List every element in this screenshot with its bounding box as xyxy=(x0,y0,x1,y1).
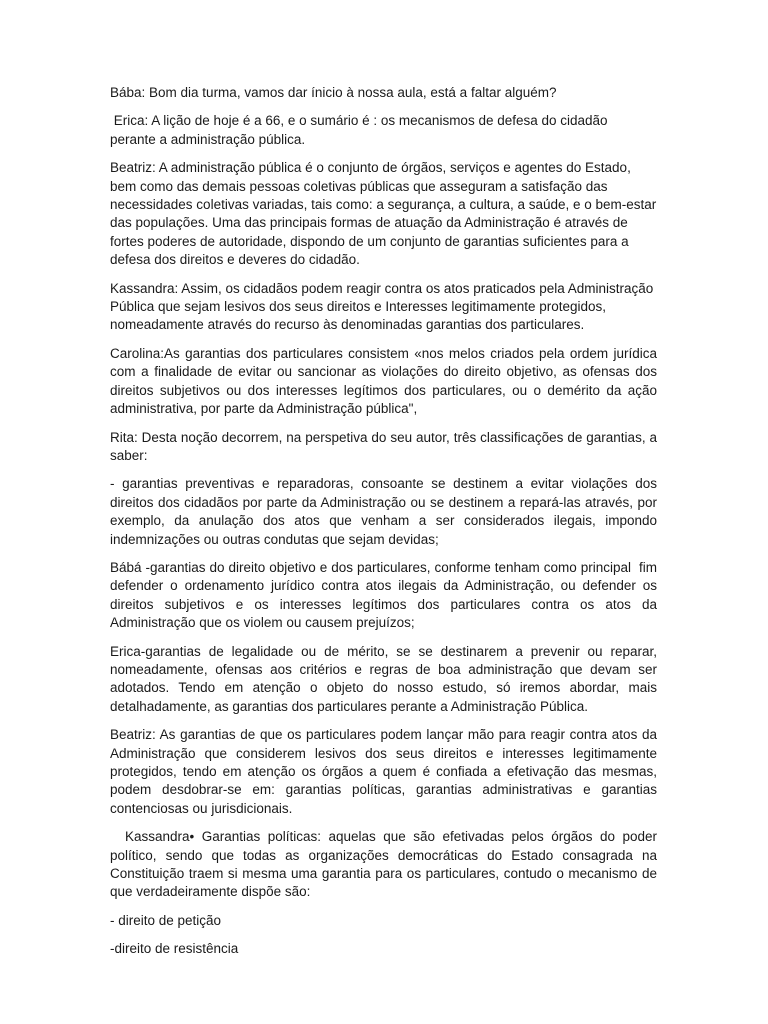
paragraph-baba-greeting: Bába: Bom dia turma, vamos dar ínicio à nossa aula, está a faltar alguém? xyxy=(110,85,557,100)
paragraph-kassandra-political-guarantees: Kassandra• Garantias políticas: aquelas que são efetivadas pelos órgãos do poder político, sendo que todas as organizações democráticas do Estado consagrada na Constituição traem si mesma uma garantia para os particulares, contudo o mecanismo de que verdadeiramente dispõe são: xyxy=(110,829,657,900)
paragraph-beatriz-guarantee-types: Beatriz: As garantias de que os particulares podem lançar mão para reagir contra atos da Administração que considerem lesivos dos seus direitos e interesses legitimamente protegidos, tendo em atenção os órgãos a quem é confiada a efetivação das mesmas, podem desdobrar-se em: garantias políticas, garantias administrativas e garantias contenciosas ou jurisdicionais. xyxy=(110,727,657,816)
paragraph-erica-legality-guarantees: Erica-garantias de legalidade ou de mérito, se se destinarem a prevenir ou reparar, nomeadamente, ofensas aos critérios e regras de boa administração que devam ser adotados. Tendo em atenção o objeto do nosso estudo, só iremos abordar, mais detalhadamente, as garantias dos particulares perante a Administração Pública. xyxy=(110,643,657,714)
paragraph-preventive-guarantees: - garantias preventivas e reparadoras, consoante se destinem a evitar violações dos direitos dos cidadãos por parte da Administração ou se destinem a repará-las através, por exemplo, da anulação dos atos que venham a ser considerados ilegais, impondo indemnizações ou outras condutas que sejam devidas; xyxy=(110,476,657,547)
paragraph-carolina-guarantees: Carolina:As garantias dos particulares consistem «nos melos criados pela ordem jurídica com a finalidade de evitar ou sancionar as violações do direito objetivo, as ofensas dos direitos subjetivos ou dos interesses legítimos dos particulares, ou o demérito da ação administrativa, por parte da Administração pública", xyxy=(110,345,657,417)
paragraph-rita-classifications: Rita: Desta noção decorrem, na perspetiva do seu autor, três classificações de garantias, a saber: xyxy=(110,429,657,463)
list-item-right-of-resistance: -direito de resistência xyxy=(110,941,239,957)
paragraph-erica-lesson: Erica: A lição de hoje é a 66, e o sumário é : os mecanismos de defesa do cidadão perante a administração pública. xyxy=(110,113,608,147)
document-page xyxy=(110,84,657,969)
list-item-right-of-petition: - direito de petição xyxy=(110,912,222,928)
paragraph-kassandra-reaction: Kassandra: Assim, os cidadãos podem reagir contra os atos praticados pela Administração Pública que sejam lesivos dos seus direitos e Interesses legitimamente protegidos, nomeadamente através do recurso às denominadas garantias dos particulares. xyxy=(110,280,654,333)
paragraph-baba-objective-guarantees: Bábá -garantias do direito objetivo e dos particulares, conforme tenham como principal fim defender o ordenamento jurídico contra atos ilegais da Administração, ou defender os direitos subjetivos e os interesses legítimos dos particulares contra os atos da Administração que os violem ou causem prejuízos; xyxy=(110,559,657,631)
paragraph-beatriz-definition: Beatriz: A administração pública é o conjunto de órgãos, serviços e agentes do Estado, bem como das demais pessoas coletivas públicas que asseguram a satisfação das necessidades coletivas variadas, tais como: a segurança, a cultura, a saúde, e o bem-estar das populações. Uma das principais formas de atuação da Administração é através de fortes poderes de autoridade, dispondo de um conjunto de garantias suficientes para a defesa dos direitos e deveres do cidadão. xyxy=(110,160,657,268)
